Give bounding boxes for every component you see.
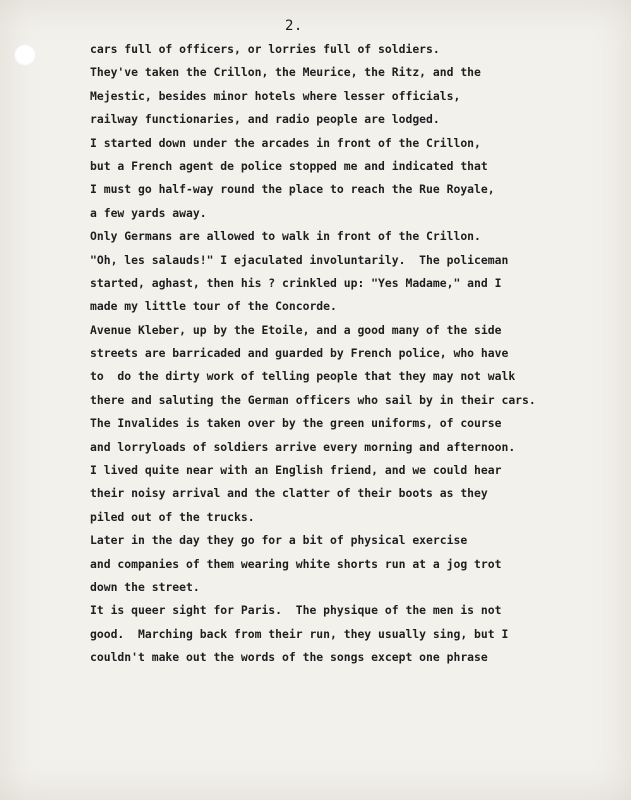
text-line: started, aghast, then his ? crinkled up: "Yes Madame," and I xyxy=(90,275,502,290)
text-line: I must go half-way round the place to reach the Rue Royale, xyxy=(90,182,495,197)
text-line: and companies of them wearing white shorts run at a jog trot xyxy=(90,556,502,571)
text-line: railway functionaries, and radio people are lodged. xyxy=(90,112,440,127)
text-line: a few yards away. xyxy=(90,205,207,220)
text-line: and lorryloads of soldiers arrive every morning and afternoon. xyxy=(90,439,516,454)
text-line: It is queer sight for Paris. The physique of the men is not xyxy=(90,603,502,618)
text-line: but a French agent de police stopped me and indicated that xyxy=(90,158,488,173)
text-line: couldn't make out the words of the songs except one phrase xyxy=(90,650,488,665)
text-line: good. Marching back from their run, they usually sing, but I xyxy=(90,626,509,641)
text-line: Avenue Kleber, up by the Etoile, and a good many of the side xyxy=(90,322,502,337)
page-number: 2. xyxy=(285,18,303,34)
text-line: down the street. xyxy=(90,579,200,594)
typed-text-body xyxy=(90,38,536,670)
text-line: their noisy arrival and the clatter of their boots as they xyxy=(90,486,488,501)
text-line: I started down under the arcades in front of the Crillon, xyxy=(90,135,481,150)
text-line: there and saluting the German officers who sail by in their cars. xyxy=(90,392,536,407)
text-line: "Oh, les salauds!" I ejaculated involuntarily. The policeman xyxy=(90,252,509,267)
text-line: I lived quite near with an English friend, and we could hear xyxy=(90,463,502,478)
text-line: Mejestic, besides minor hotels where lesser officials, xyxy=(90,88,461,103)
text-line: Later in the day they go for a bit of physical exercise xyxy=(90,533,468,548)
text-line: cars full of officers, or lorries full of soldiers. xyxy=(90,42,440,56)
text-line: They've taken the Crillon, the Meurice, the Ritz, and the xyxy=(90,65,481,80)
text-line: made my little tour of the Concorde. xyxy=(90,299,337,314)
text-line: streets are barricaded and guarded by French police, who have xyxy=(90,346,509,361)
text-line: The Invalides is taken over by the green uniforms, of course xyxy=(90,416,502,431)
text-line: Only Germans are allowed to walk in front of the Crillon. xyxy=(90,229,481,244)
punch-hole xyxy=(14,44,36,66)
text-line: to do the dirty work of telling people that they may not walk xyxy=(90,369,516,384)
text-line: piled out of the trucks. xyxy=(90,509,255,524)
